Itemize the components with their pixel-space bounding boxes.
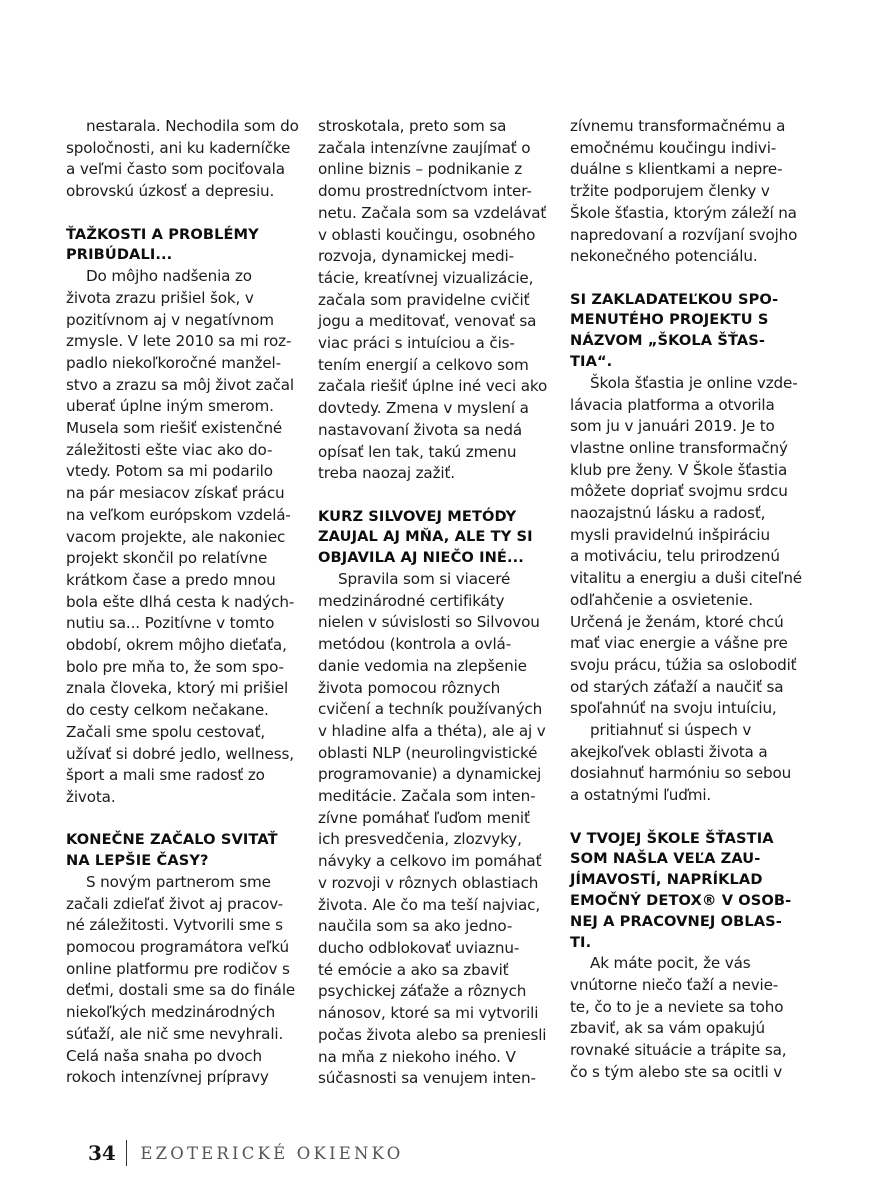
text-line: a veľmi často som pociťovala (66, 160, 285, 179)
text-line: spoľahnúť na svoju intuíciu, (570, 699, 777, 718)
text-line: viac práci s intuíciou a čis- (318, 334, 515, 353)
text-line: pritiahnuť si úspech v (590, 721, 752, 740)
text-line: a motiváciu, telu prirodzenú (570, 547, 780, 566)
text-line: netu. Začala som sa vzdelávať (318, 203, 547, 222)
text-line: nastavovaní života sa nedá (318, 420, 522, 439)
text-line: v hladine alfa a théta), ale aj v (318, 721, 546, 740)
text-line: Celá naša snaha po dvoch (66, 1046, 262, 1065)
text-line: vitalitu a energiu a duši citeľné (570, 569, 802, 588)
text-line: Spravila som si viaceré (338, 570, 511, 589)
text-line: rovnaké situácie a trápite sa, (570, 1041, 787, 1060)
text-line: ducho odblokovať uviaznu- (318, 938, 520, 957)
text-line: pozitívnom aj v negatívnom (66, 310, 274, 329)
section-heading (570, 290, 806, 373)
text-line: Do môjho nadšenia zo (86, 267, 252, 286)
text-line: v oblasti koučingu, osobného (318, 225, 536, 244)
section-heading (570, 829, 806, 954)
text-line: nánosov, ktoré sa mi vytvorili (318, 1004, 539, 1023)
text-line: začala som pravidelne cvičiť (318, 290, 530, 309)
text-line: som ju v januári 2019. Je to (570, 417, 775, 436)
text-line: v rozvoji v rôznych oblastiach (318, 873, 539, 892)
article-column-3 (570, 116, 806, 1084)
heading-line: KURZ SILVOVEJ METÓDY (318, 507, 517, 525)
text-line: od starých záťaží a naučiť sa (570, 677, 784, 696)
text-line: Škole šťastia, ktorým záleží na (570, 203, 797, 222)
text-line: padlo niekoľkoročné manžel- (66, 353, 281, 372)
text-line: mať viac energie a vášne pre (570, 634, 788, 653)
text-line: né záležitosti. Vytvorili sme s (66, 916, 283, 935)
paragraph (570, 116, 806, 268)
text-line: stroskotala, preto som sa (318, 117, 507, 135)
text-line: môžete dopriať svojmu srdcu (570, 482, 788, 501)
text-line: zívnemu transformačnému a (570, 117, 786, 135)
text-line: nekonečného potenciálu. (570, 247, 758, 266)
text-line: té emócie a ako sa zbaviť (318, 960, 509, 979)
text-line: meditácie. Začala som inten- (318, 787, 536, 806)
text-line: ich presvedčenia, zlozvyky, (318, 830, 522, 849)
text-line: Určená je ženám, ktoré chcú (570, 612, 784, 631)
text-line: oblasti NLP (neurolingvistické (318, 743, 538, 762)
text-line: bola ešte dlhá cesta k nadých- (66, 592, 295, 611)
text-line: krátkom čase a predo mnou (66, 570, 276, 589)
heading-line: SI ZAKLADATEĽKOU SPO- (570, 290, 779, 308)
text-line: začala riešiť úplne iné veci ako (318, 377, 548, 396)
text-line: šport a mali sme radosť zo (66, 766, 265, 785)
text-line: jogu a meditovať, venovať sa (318, 312, 537, 331)
text-line: metódou (kontrola a ovlá- (318, 635, 512, 654)
text-line: vlastne online transformačný (570, 438, 788, 457)
text-line: návyky a celkovo im pomáhať (318, 852, 542, 871)
footer-divider (126, 1140, 128, 1166)
text-line: uberať úplne iným smerom. (66, 397, 274, 416)
text-line: pomocou programátora veľkú (66, 938, 289, 957)
text-line: znala človeka, ktorý mi prišiel (66, 679, 289, 698)
text-line: života. (66, 787, 116, 806)
text-line: vtedy. Potom sa mi podarilo (66, 462, 273, 481)
text-line: na veľkom európskom vzdelá- (66, 505, 291, 524)
text-line: bolo pre mňa to, že som spo- (66, 657, 284, 676)
text-line: vnútorne niečo ťaží a nevie- (570, 976, 779, 995)
text-line: lávacia platforma a otvorila (570, 395, 775, 414)
text-line: života pomocou rôznych (318, 678, 501, 697)
text-line: začala intenzívne zaujímať o (318, 138, 531, 157)
heading-line: NÁZVOM „ŠKOLA ŠŤAS- (570, 332, 766, 350)
paragraph (66, 266, 302, 809)
text-line: stvo a zrazu sa môj život začal (66, 375, 294, 394)
text-line: tením energií a celkovo som (318, 355, 529, 374)
text-line: súčasnosti sa venujem inten- (318, 1069, 536, 1088)
heading-line: ŤAŽKOSTI A PROBLÉMY (66, 225, 259, 243)
text-line: niekoľkých medzinárodných (66, 1003, 276, 1022)
text-line: mysli pravidelnú inšpiráciu (570, 525, 770, 544)
text-line: dosiahnuť harmóniu so sebou (570, 764, 792, 783)
text-line: emočnému koučingu indivi- (570, 138, 777, 157)
text-line: klub pre ženy. V Škole šťastia (570, 460, 788, 479)
heading-line: KONEČNE ZAČALO SVITAŤ (66, 831, 278, 849)
paragraph (318, 569, 554, 1090)
text-line: cvičení a techník používaných (318, 700, 543, 719)
article-column-1 (66, 116, 302, 1089)
text-line: deťmi, dostali sme sa do finále (66, 981, 296, 1000)
text-line: období, okrem môjho dieťaťa, (66, 636, 287, 655)
text-line: napredovaní a rozvíjaní svojho (570, 225, 798, 244)
text-line: zbaviť, ak sa vám opakujú (570, 1019, 765, 1038)
heading-line: PRIBÚDALI... (66, 246, 173, 264)
section-heading (318, 507, 554, 569)
paragraph (570, 720, 806, 807)
text-line: vacom projekte, ale nakoniec (66, 527, 286, 546)
text-line: duálne s klientkami a nepre- (570, 160, 783, 179)
text-line: užívať si dobré jedlo, wellness, (66, 744, 294, 763)
text-line: online biznis – podnikanie z (318, 160, 523, 179)
page-number: 34 (88, 1141, 116, 1165)
heading-line: JÍMAVOSTÍ, NAPRÍKLAD (570, 871, 763, 889)
text-line: domu prostredníctvom inter- (318, 182, 532, 201)
text-line: Musela som riešiť existenčné (66, 419, 283, 438)
paragraph (570, 373, 806, 720)
text-line: programovanie) a dynamickej (318, 765, 542, 784)
text-line: Škola šťastia je online vzde- (590, 373, 798, 392)
paragraph (318, 116, 554, 485)
article-column-2 (318, 116, 554, 1090)
section-title: EZOTERICKÉ OKIENKO (140, 1143, 404, 1163)
heading-line: SOM NAŠLA VEĽA ZAU- (570, 850, 761, 868)
paragraph (66, 116, 302, 203)
text-line: začali zdieľať život aj pracov- (66, 894, 284, 913)
page-footer (88, 1140, 403, 1166)
heading-line: OBJAVILA AJ NIEČO INÉ... (318, 549, 524, 567)
text-line: záležitosti ešte viac ako do- (66, 440, 273, 459)
text-line: nestarala. Nechodila som do (86, 117, 299, 135)
text-line: čo s tým alebo ste sa ocitli v (570, 1062, 783, 1081)
text-line: naučila som sa ako jedno- (318, 917, 513, 936)
paragraph (66, 872, 302, 1089)
section-heading (66, 830, 302, 872)
text-line: odľahčenie a osvietenie. (570, 590, 753, 609)
text-line: života zrazu prišiel šok, v (66, 288, 254, 307)
text-line: Začali sme spolu cestovať, (66, 722, 266, 741)
heading-line: V TVOJEJ ŠKOLE ŠŤASTIA (570, 829, 774, 847)
text-line: naozajstnú lásku a radosť, (570, 504, 766, 523)
text-line: S novým partnerom sme (86, 872, 271, 891)
text-line: medzinárodné certifikáty (318, 591, 505, 610)
text-line: a ostatnými ľuďmi. (570, 786, 712, 805)
text-line: zmysle. V lete 2010 sa mi roz- (66, 332, 292, 351)
text-line: rozvoja, dynamickej medi- (318, 247, 514, 266)
text-line: nutiu sa... Pozitívne v tomto (66, 614, 275, 633)
text-line: obrovskú úzkosť a depresiu. (66, 182, 275, 201)
text-line: na pár mesiacov získať prácu (66, 484, 285, 503)
text-line: spoločnosti, ani ku kaderníčke (66, 138, 291, 157)
text-line: online platformu pre rodičov s (66, 959, 290, 978)
text-line: projekt skončil po relatívne (66, 549, 268, 568)
heading-line: TI. (570, 933, 592, 951)
text-line: te, čo to je a neviete sa toho (570, 997, 784, 1016)
text-line: akejkoľvek oblasti života a (570, 742, 768, 761)
text-line: treba naozaj zažiť. (318, 464, 455, 483)
text-line: zívne pomáhať ľuďom meniť (318, 808, 530, 827)
text-line: svoju prácu, túžia sa oslobodiť (570, 655, 797, 674)
text-line: Ak máte pocit, že vás (590, 954, 751, 973)
paragraph (570, 953, 806, 1083)
text-line: danie vedomia na zlepšenie (318, 656, 527, 675)
heading-line: NA LEPŠIE ČASY? (66, 852, 209, 870)
heading-line: EMOČNÝ DETOX® V OSOB- (570, 891, 792, 909)
text-line: dovtedy. Zmena v myslení a (318, 399, 529, 418)
heading-line: TIA“. (570, 353, 613, 370)
text-line: psychickej záťaže a rôznych (318, 982, 527, 1001)
text-line: do cesty celkom nečakane. (66, 701, 269, 720)
heading-line: MENUTÉHO PROJEKTU S (570, 311, 769, 329)
text-line: tržite podporujem členky v (570, 182, 770, 201)
text-line: súťaží, ale nič sme nevyhrali. (66, 1024, 284, 1043)
text-line: na mňa z niekoho iného. V (318, 1047, 516, 1066)
text-line: tácie, kreatívnej vizualizácie, (318, 268, 534, 287)
heading-line: NEJ A PRACOVNEJ OBLAS- (570, 912, 782, 930)
text-line: opísať len tak, takú zmenu (318, 442, 517, 461)
text-line: života. Ale čo ma teší najviac, (318, 895, 541, 914)
text-line: počas života alebo sa preniesli (318, 1025, 547, 1044)
section-heading (66, 225, 302, 267)
heading-line: ZAUJAL AJ MŇA, ALE TY SI (318, 528, 533, 546)
text-line: nielen v súvislosti so Silvovou (318, 613, 540, 632)
text-line: rokoch intenzívnej prípravy (66, 1068, 269, 1087)
